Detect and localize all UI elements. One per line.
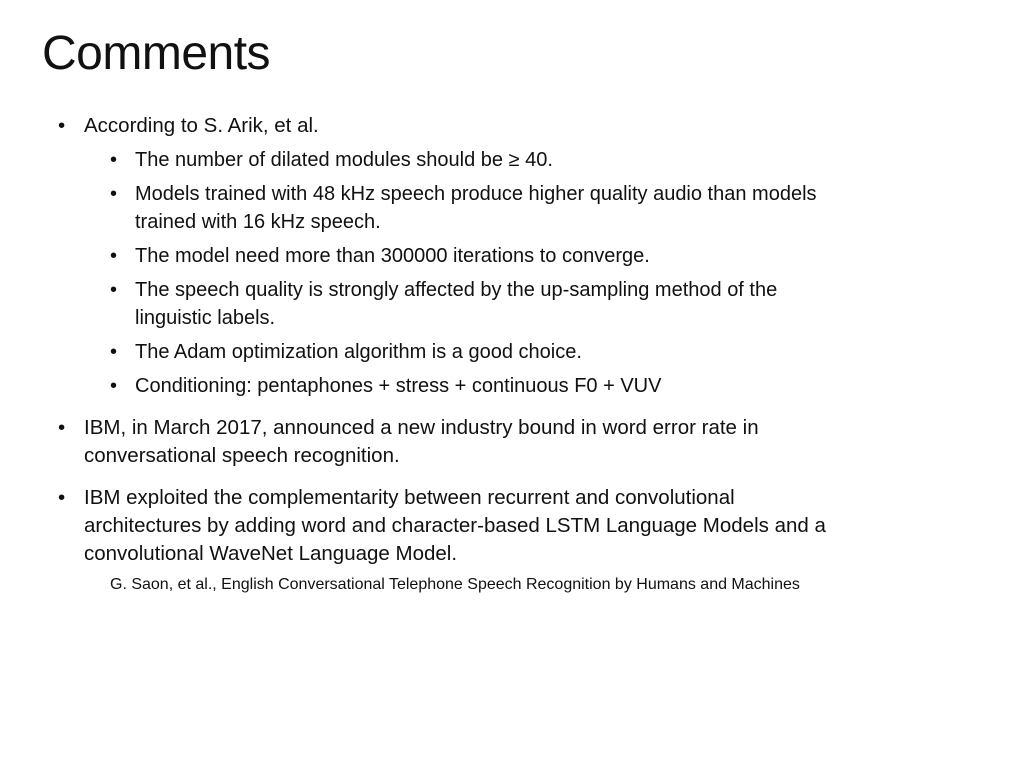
bullet-icon: • xyxy=(110,183,118,205)
bullet-icon: • xyxy=(58,416,66,439)
list-item xyxy=(58,276,958,332)
list-item-text: The model need more than 300000 iterations to converge. xyxy=(135,245,650,267)
list-item-text: According to S. Arik, et al. xyxy=(84,114,319,137)
bullet-icon: • xyxy=(110,149,118,171)
list-item xyxy=(58,242,958,270)
list-item-text-line: trained with 16 kHz speech. xyxy=(135,211,381,233)
bullet-icon: • xyxy=(110,341,118,363)
list-item xyxy=(58,146,958,174)
list-item xyxy=(58,338,958,366)
list-item-text-line: convolutional WaveNet Language Model. xyxy=(84,542,458,565)
bullet-icon: • xyxy=(110,279,118,301)
citation: G. Saon, et al., English Conversational Telephone Speech Recognition by Humans and Machines xyxy=(110,576,800,593)
bullet-icon: • xyxy=(110,245,118,267)
list-item-text-line: conversational speech recognition. xyxy=(84,444,400,467)
list-item-text-line: The speech quality is strongly affected by the up-sampling method of the xyxy=(135,279,778,301)
bullet-icon: • xyxy=(110,375,118,397)
bullet-icon: • xyxy=(58,486,66,509)
list-item-text-line: linguistic labels. xyxy=(135,307,276,329)
list-item-text-line: IBM, in March 2017, announced a new industry bound in word error rate in xyxy=(84,416,759,439)
list-item-text-line: architectures by adding word and character-based LSTM Language Models and a xyxy=(84,514,826,537)
list-item-text-line: IBM exploited the complementarity between recurrent and convolutional xyxy=(84,486,735,509)
bullet-list xyxy=(58,112,958,596)
list-item xyxy=(58,180,958,236)
list-item-text: The number of dilated modules should be ≥ 40. xyxy=(135,149,553,171)
list-item xyxy=(58,414,958,470)
list-item-text-line: Models trained with 48 kHz speech produce higher quality audio than models xyxy=(135,183,817,205)
list-item xyxy=(58,372,958,400)
list-item-text: Conditioning: pentaphones + stress + continuous F0 + VUV xyxy=(135,375,662,397)
bullet-icon: • xyxy=(58,114,66,137)
list-item xyxy=(58,112,958,140)
list-item xyxy=(58,484,958,568)
list-item-text: The Adam optimization algorithm is a good choice. xyxy=(135,341,582,363)
slide-title: Comments xyxy=(42,27,271,80)
